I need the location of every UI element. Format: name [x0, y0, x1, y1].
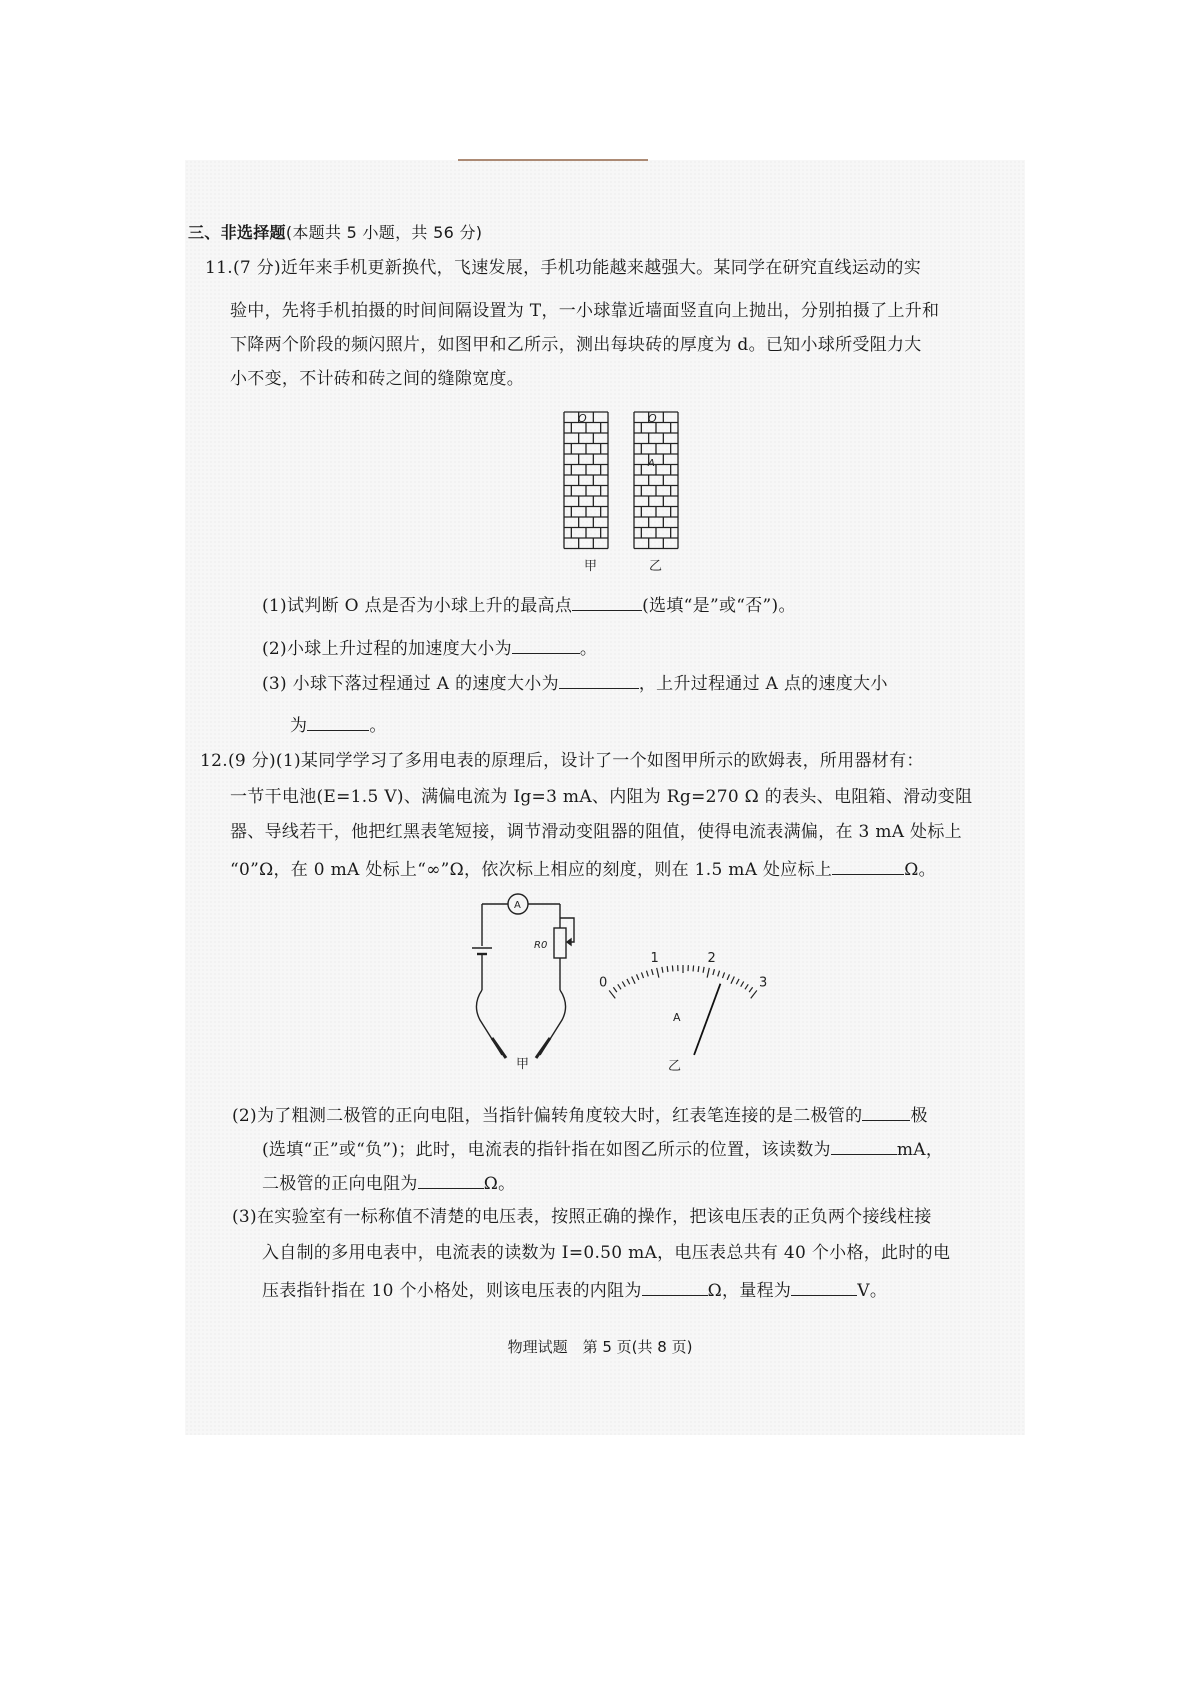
q12-circuit-figure: [470, 890, 580, 1070]
probe-right: [536, 1038, 550, 1058]
q11-line-3: 下降两个阶段的频闪照片，如图甲和乙所示，测出每块砖的厚度为 d。已知小球所受阻力大: [230, 335, 922, 355]
scale-label-3: 3: [759, 975, 768, 991]
scale-tick: [646, 971, 648, 977]
circuit-label-jia: 甲: [516, 1057, 530, 1070]
scale-tick: [667, 966, 668, 972]
q11-sub3-blank-2: [307, 712, 369, 731]
q12-sub1-blank: [832, 856, 904, 875]
q12-sub3-line-1: (3)在实验室有一标称值不清楚的电压表，按照正确的操作，把该电压表的正负两个接线柱接: [232, 1207, 932, 1227]
q11-sub1: [262, 592, 796, 617]
q12-sub3-unit-v: V。: [857, 1281, 888, 1301]
scale-tick: [741, 981, 744, 986]
rheostat-arrow: [567, 939, 571, 945]
q12-sub3-mid: Ω，量程为: [707, 1281, 792, 1301]
q11-points: (7 分): [232, 258, 281, 278]
scale-tick: [713, 969, 715, 975]
scale-label-0: 0: [598, 975, 608, 991]
q11-sub2-blank: [512, 635, 580, 654]
figure-label-yi: 乙: [649, 559, 663, 573]
q12-sub3-blank-resistance: [642, 1277, 708, 1296]
q12-sub2-blank-reading: [831, 1136, 897, 1155]
q12-line-3: 器、导线若干，他把红黑表笔短接，调节滑动变阻器的阻值，使得电流表满偏，在 3 mA 处标上: [230, 822, 962, 842]
q12-sub2-line-2: [262, 1136, 943, 1161]
scale-tick: [632, 977, 635, 984]
brick-wall-jia: [564, 412, 608, 549]
q11-sub3-text: (3) 小球下落过程通过 A 的速度大小为: [262, 674, 559, 694]
scale-tick: [718, 971, 720, 977]
scale-tick: [707, 968, 709, 978]
q12-number: 12.: [200, 751, 228, 771]
scale-label-1: 1: [650, 951, 659, 967]
scan-edge-line: [458, 159, 648, 161]
scale-tick: [641, 972, 643, 978]
q11-sub2-text: (2)小球上升过程的加速度大小为: [262, 639, 512, 659]
scale-tick: [703, 967, 704, 973]
q12-sub2-unit-ma: mA，: [896, 1140, 944, 1160]
ammeter-label: A: [514, 900, 521, 911]
q11-line-2: 验中，先将手机拍摄的时间间隔设置为 T，一小球靠近墙面竖直向上抛出，分别拍摄了上升和: [230, 301, 940, 321]
scale-tick: [698, 966, 699, 972]
q11-sub2-end: 。: [579, 639, 598, 659]
q12-sub3-line-3: [262, 1277, 887, 1302]
scale-tick: [662, 967, 663, 973]
point-o-label-yi: O: [648, 412, 657, 425]
q12-meter-figure: [598, 935, 768, 1075]
rheostat-label: R0: [534, 940, 548, 951]
q11-text-line-1: 近年来手机更新换代，飞速发展，手机功能越来越强大。某同学在研究直线运动的实: [280, 258, 922, 278]
scale-tick: [609, 990, 615, 998]
q12-sub2-text-3: 二极管的正向电阻为: [262, 1174, 418, 1194]
scale-tick: [745, 984, 748, 989]
q11-sub3-end: 。: [369, 716, 387, 736]
section-title: 三、非选择题: [188, 223, 286, 242]
section-note: (本题共 5 小题，共 56 分): [285, 223, 483, 242]
q12-sub2-text-2: (选填“正”或“负”)；此时，电流表的指针指在如图乙所示的位置，该读数为: [262, 1140, 831, 1160]
q11-sub2: [262, 635, 597, 660]
q12-text-line-1: (1)某同学学习了多用电表的原理后，设计了一个如图甲所示的欧姆表，所用器材有：: [275, 751, 924, 771]
q12-sub2-pole-word: 极: [910, 1106, 928, 1126]
q11-sub1-blank: [572, 592, 642, 611]
q11-brick-figure: [550, 408, 700, 573]
q11-number: 11.: [205, 258, 233, 278]
scale-tick: [751, 990, 757, 998]
scale-tick: [672, 965, 673, 971]
q12-points: (9 分): [227, 751, 276, 771]
q12-sub3-line-2: 入自制的多用电表中，电流表的读数为 I=0.50 mA，电压表总共有 40 个小格，此时的电: [262, 1243, 951, 1263]
scale-tick: [722, 972, 724, 978]
q12-sub3-blank-range: [791, 1277, 857, 1296]
scale-tick: [727, 974, 729, 980]
brick-wall-yi: [634, 412, 678, 549]
scale-tick: [636, 974, 638, 980]
scale-tick: [627, 979, 630, 984]
scale-tick: [652, 969, 654, 975]
q12-line-1: [200, 750, 924, 772]
q11-sub3-mid: ，上升过程通过 A 点的速度大小: [638, 674, 888, 694]
q12-sub2-blank-pole: [862, 1102, 910, 1121]
q11-line-4: 小不变，不计砖和砖之间的缝隙宽度。: [230, 369, 525, 389]
q12-sub2-text-1: (2)为了粗测二极管的正向电阻，当指针偏转角度较大时，红表笔连接的是二极管的: [232, 1106, 863, 1126]
meter-pointer: [694, 984, 720, 1055]
section-heading: [188, 222, 482, 244]
q12-text-line-4: “0”Ω，在 0 mA 处标上“∞”Ω，依次标上相应的刻度，则在 1.5 mA 处应标上: [230, 860, 833, 880]
meter-symbol: A: [673, 1011, 681, 1024]
scale-tick: [693, 965, 694, 971]
point-o-label-jia: O: [578, 412, 587, 425]
figure-label-jia: 甲: [584, 559, 598, 573]
rheostat-body: [554, 928, 566, 958]
scale-label-2: 2: [707, 951, 716, 967]
scale-tick: [618, 984, 621, 989]
scale-tick: [657, 968, 659, 978]
rheostat-slider-wire: [560, 918, 574, 942]
q11-sub3-blank-1: [559, 670, 639, 689]
q12-sub3-text-3: 压表指针指在 10 个小格处，则该电压表的内阻为: [262, 1281, 642, 1301]
scale-tick: [749, 987, 752, 992]
q11-sub3-cont-text: 为: [290, 716, 308, 736]
q12-line-4-unit: Ω。: [904, 860, 936, 880]
q12-sub2-line-3: [262, 1170, 515, 1195]
meter-scale: [609, 965, 757, 998]
page-footer: 物理试题 第 5 页(共 8 页): [507, 1338, 693, 1356]
q11-line-1: [205, 257, 921, 279]
probe-left: [492, 1038, 506, 1058]
scale-tick: [731, 977, 734, 984]
meter-label-yi: 乙: [668, 1059, 682, 1074]
q11-sub1-text: (1)试判断 O 点是否为小球上升的最高点: [262, 596, 573, 616]
scale-tick: [736, 979, 739, 984]
q12-sub2-blank-resistance: [418, 1170, 484, 1189]
q11-sub3: [262, 670, 888, 695]
scale-tick: [613, 987, 616, 992]
q12-line-4: [230, 856, 936, 881]
q12-line-2: 一节干电池(E=1.5 V)、满偏电流为 Ig=3 mA、内阻为 Rg=270 Ω 的表头、电阻箱、滑动变阻: [230, 787, 973, 807]
q11-sub1-hint: (选填“是”或“否”)。: [642, 596, 796, 616]
scale-tick: [622, 981, 625, 986]
point-a-label: A: [648, 458, 655, 469]
q12-sub2-line-1: [232, 1102, 928, 1127]
q11-sub3-cont: [290, 712, 387, 737]
q12-sub2-unit-ohm: Ω。: [483, 1174, 516, 1194]
